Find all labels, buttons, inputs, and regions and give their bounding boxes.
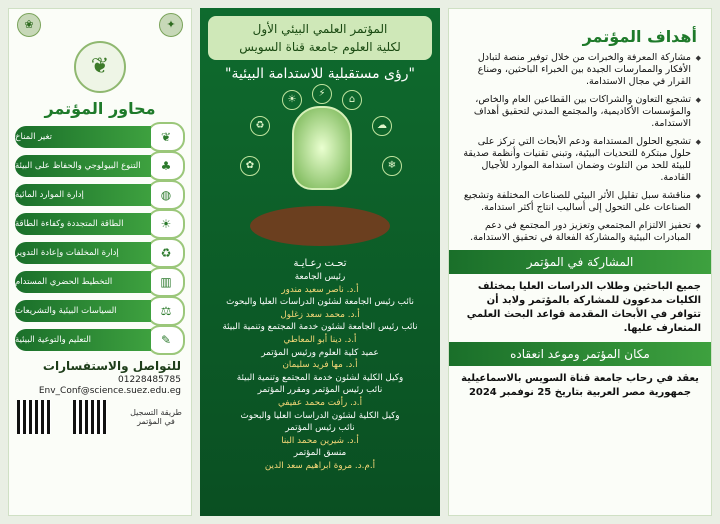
contact-phone[interactable]: 01228485785 bbox=[118, 375, 181, 385]
eco-icon: ☀ bbox=[282, 90, 302, 110]
header-line-2: لكلية العلوم جامعة قناة السويس bbox=[239, 40, 401, 54]
patron-role: نائب رئيس المؤتمر bbox=[285, 423, 355, 434]
patron-name: أ.د. ناصر سعيد مندور bbox=[281, 284, 359, 295]
axis-label: التنوع البيولوجي والحفاظ على البيئة bbox=[15, 155, 151, 177]
venue-title: مكان المؤتمر وموعد انعقاده bbox=[449, 342, 711, 366]
patron-role: نائب رئيس الجامعة لشئون الدراسات العليا والبحوث bbox=[226, 297, 414, 308]
patron-role: منسق المؤتمر bbox=[293, 448, 347, 459]
goal-item: ◆ تشجيع التعاون والشراكات بين القطاعين العام والخاص، والمؤسسات الأكاديمية، والمجتمع المدني لتحقيق أهداف الاستدامة. bbox=[459, 94, 701, 130]
right-panel bbox=[448, 8, 712, 516]
qr-row bbox=[17, 400, 183, 434]
contact-title: للتواصل والاستفسارات bbox=[42, 359, 181, 373]
tree-icon: ♣ bbox=[147, 151, 185, 181]
water-icon: ◍ bbox=[147, 180, 185, 210]
qr-code-icon[interactable] bbox=[73, 400, 107, 434]
left-panel bbox=[8, 8, 192, 516]
conference-emblem-icon: ❦ bbox=[74, 41, 126, 93]
patron-role: عميد كلية العلوم ورئيس المؤتمر bbox=[261, 347, 379, 358]
eco-icon: ❄ bbox=[382, 156, 402, 176]
faculty-logo-icon: ❀ bbox=[17, 13, 41, 37]
axis-label: السياسات البيئية والتشريعات bbox=[15, 300, 151, 322]
eco-icon: ☁ bbox=[372, 116, 392, 136]
patron-role: نائب رئيس الجامعة لشئون خدمة المجتمع وتنمية البيئة bbox=[222, 322, 418, 333]
axis-item bbox=[15, 153, 185, 179]
eco-icon: ♻ bbox=[250, 116, 270, 136]
participation-title: المشاركة في المؤتمر bbox=[449, 250, 711, 274]
leaf-icon: ❦ bbox=[147, 122, 185, 152]
patron-name: أ.د. مها فريد سليمان bbox=[282, 360, 358, 371]
axis-item bbox=[15, 298, 185, 324]
lightbulb-illustration bbox=[210, 86, 430, 256]
axes-title: محاور المؤتمر bbox=[44, 99, 156, 118]
goal-item: ◆ مناقشة سبل تقليل الأثر البيئي للصناعات المختلفة وتشجيع الصناعات على التحول إلى أساليب انتاج أكثر استدامة. bbox=[459, 190, 701, 214]
patron-role: رئيس الجامعة bbox=[294, 272, 346, 282]
goal-item: ◆ مشاركة المعرفة والخبرات من خلال توفير منصة لتبادل الأفكار والممارسات الجيدة بين الخبراء الباحثين، وصناع القرار في مجال الاستدامة. bbox=[459, 52, 701, 88]
patron-name: أ.م.د. مروة ابراهيم سعد الدين bbox=[264, 460, 376, 471]
university-logo-icon: ✦ bbox=[159, 13, 183, 37]
patrons-list bbox=[206, 271, 434, 473]
participation-text: جميع الباحثين وطلاب الدراسات العليا بمختلف الكليات مدعوون للمشاركة بالمؤتمر ولابد أن تتوافر في الأبحاث المقدمة قواعد البحث العلمي المتعارف عليها. bbox=[466, 281, 701, 334]
axis-item bbox=[15, 240, 185, 266]
header-line-1: المؤتمر العلمي البيئي الأول bbox=[252, 22, 388, 36]
scale-icon: ⚖ bbox=[147, 296, 185, 326]
axis-item bbox=[15, 124, 185, 150]
goal-item: ◆ تشجيع الحلول المستدامة ودعم الأبحاث التي تركز على حلول مبتكرة للتحديات البيئية، وتبني تقنيات وأنظمة صديقة للبيئة للحد من التلوث وضمان استدامة الموارد للأجيال القادمة. bbox=[459, 136, 701, 184]
recycle-icon: ♻ bbox=[147, 238, 185, 268]
patron-role: وكيل الكلية لشئون خدمة المجتمع وتنمية البيئة bbox=[236, 372, 404, 383]
conference-header bbox=[208, 16, 432, 60]
goals-title: أهداف المؤتمر bbox=[582, 27, 697, 46]
qr-code-icon[interactable] bbox=[17, 400, 51, 434]
patron-name: أ.د. شيرين محمد البنا bbox=[281, 435, 359, 446]
axis-label: إدارة المخلفات وإعادة التدوير bbox=[15, 242, 151, 264]
venue-text: يعقد في رحاب جامعة قناة السويس بالاسماعيلية جمهورية مصر العربية بتاريخ 25 نوفمبر 2024 bbox=[461, 373, 699, 398]
axes-list bbox=[9, 124, 191, 353]
soil-icon bbox=[250, 206, 390, 246]
axis-item bbox=[15, 327, 185, 353]
register-label: طريقة التسجيل في المؤتمر bbox=[130, 408, 182, 426]
solar-icon: ☀ bbox=[147, 209, 185, 239]
city-icon: ▥ bbox=[147, 267, 185, 297]
middle-panel bbox=[200, 8, 440, 516]
patron-name: أ.د. دينا أبو المعاطي bbox=[283, 334, 357, 345]
axis-label: إدارة الموارد المائية bbox=[15, 184, 151, 206]
eco-icon: ✿ bbox=[240, 156, 260, 176]
goal-item: ◆ تحفيز الالتزام المجتمعي وتعزيز دور المجتمع في دعم المبادرات البيئية والمشاركة الفعالة في تحقيق الاستدامة. bbox=[459, 220, 701, 244]
axis-item bbox=[15, 211, 185, 237]
axis-label: التعليم والتوعية البيئية bbox=[15, 329, 151, 351]
patron-name: أ.د. محمد سعد زغلول bbox=[280, 309, 360, 320]
lightbulb-icon bbox=[292, 106, 352, 190]
eco-icon: ⚡ bbox=[312, 84, 332, 104]
patron-name: أ.د. رأفت محمد عفيفي bbox=[277, 397, 363, 408]
axis-label: تغير المناخ bbox=[15, 126, 151, 148]
axis-item bbox=[15, 269, 185, 295]
book-icon: ✎ bbox=[147, 325, 185, 355]
patron-role: نائب رئيس المؤتمر ومقرر المؤتمر bbox=[257, 385, 383, 396]
logo-row bbox=[9, 9, 191, 41]
goals-list bbox=[459, 52, 701, 244]
eco-icon: ⌂ bbox=[342, 90, 362, 110]
conference-slogan: "رؤى مستقبلية للاستدامة البيئية" bbox=[225, 66, 415, 82]
axis-label: التخطيط الحضري المستدام bbox=[15, 271, 151, 293]
axis-item bbox=[15, 182, 185, 208]
contact-email[interactable]: Env_Conf@science.suez.edu.eg bbox=[38, 386, 181, 396]
sponsor-title: تحـت رعـايـة bbox=[293, 258, 347, 269]
patron-role: وكيل الكلية لشئون الدراسات العليا والبحوث bbox=[240, 410, 400, 421]
axis-label: الطاقة المتجددة وكفاءة الطاقة bbox=[15, 213, 151, 235]
